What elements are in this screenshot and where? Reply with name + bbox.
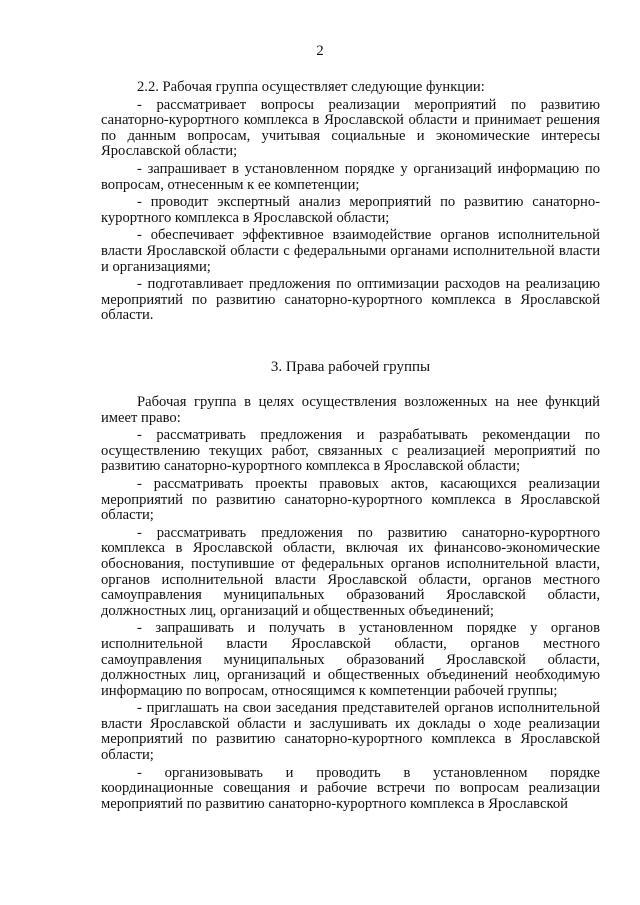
function-item: - проводит экспертный анализ мероприятий по развитию санаторно-курортного комплекса в Ярославской области; — [101, 194, 600, 226]
right-item: - рассматривать предложения и разрабатывать рекомендации по осуществлению текущих работ, связанных с реализацией мероприятий по развитию санаторно-курортного комплекса в Ярославской области; — [101, 427, 600, 475]
right-item: - организовывать и проводить в установленном порядке координационные совещания и рабочие встречи по вопросам реализации мероприятий по развитию санаторно-курортного комплекса в Ярославской — [101, 764, 600, 812]
right-item: - рассматривать проекты правовых актов, касающихся реализации мероприятий по развитию санаторно-курортного комплекса в Ярославской области; — [101, 475, 600, 524]
section-2-2 — [101, 80, 600, 324]
section-3-heading: 3. Права рабочей группы — [270, 359, 431, 375]
section-3 — [101, 395, 600, 812]
right-item: - приглашать на свои заседания представителей органов исполнительной власти Ярославской области и заслушивать их доклады о ходе реализации мероприятий по развитию санаторно-курортного комплекса в Ярославской области; — [101, 700, 600, 764]
right-item: - рассматривать предложения по развитию санаторно-курортного комплекса в Ярославской области, включая их финансово-экономические обоснования, поступившие от федеральных органов исполнительной власти, органов исполнительной власти Ярославской области, органов местного самоуправления муниципальных образований Ярославской области, должностных лиц, организаций и общественных объединений; — [101, 524, 600, 619]
function-item: - запрашивает в установленном порядке у организаций информацию по вопросам, отнесенным к ее компетенции; — [101, 160, 600, 193]
function-item: - обеспечивает эффективное взаимодействие органов исполнительной власти Ярославской области с федеральными органами исполнительной власти и организациями; — [101, 227, 600, 275]
page-number: 2 — [316, 43, 324, 59]
function-item: - подготавливает предложения по оптимизации расходов на реализацию мероприятий по развитию санаторно-курортного комплекса в Ярославской области. — [101, 276, 600, 324]
section-3-intro: Рабочая группа в целях осуществления возложенных на нее функций имеет право: — [101, 394, 600, 426]
section-2-2-intro: 2.2. Рабочая группа осуществляет следующие функции: — [137, 79, 485, 95]
right-item: - запрашивать и получать в установленном порядке у органов исполнительной власти Ярославской области, органов местного самоуправления муниципальных образований Ярославской области, должностных лиц, организаций и общественных объединений необходимую информацию по вопросам, относящимся к компетенции рабочей группы; — [101, 620, 600, 699]
function-item: - рассматривает вопросы реализации мероприятий по развитию санаторно-курортного комплекса в Ярославской области и принимает решения по данным вопросам, учитывая социальные и экономические интересы Ярославской области; — [101, 96, 600, 160]
